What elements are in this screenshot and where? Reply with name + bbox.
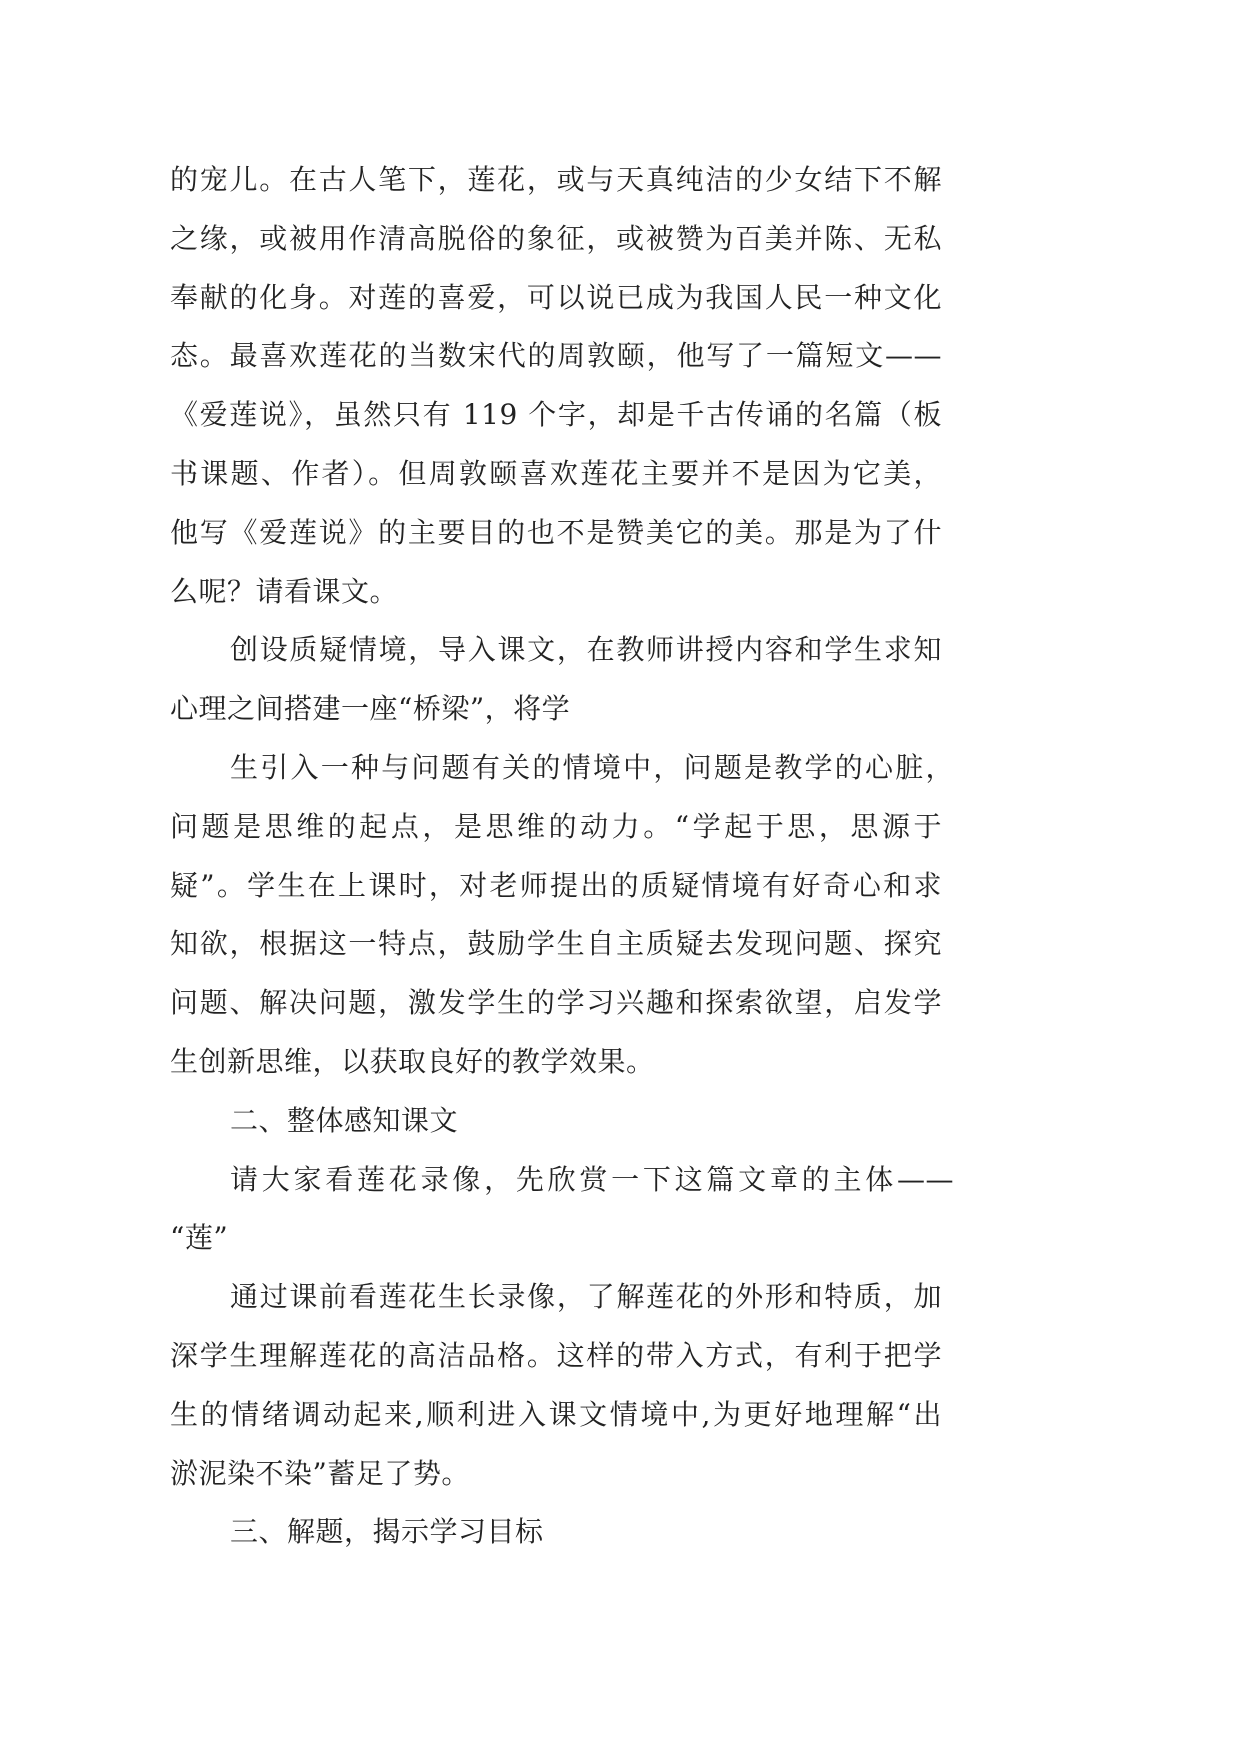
text-line: 之缘，或被用作清高脱俗的象征，或被赞为百美并陈、无私	[170, 221, 942, 255]
section-heading-learning-goals	[170, 1503, 942, 1562]
text-line: 生引入一种与问题有关的情境中，问题是教学的心脏，	[230, 750, 954, 784]
section-heading-overall-perception	[170, 1092, 942, 1151]
text-line: 深学生理解莲花的高洁品格。这样的带入方式，有利于把学	[170, 1338, 942, 1372]
text-line: 生创新思维，以获取良好的教学效果。	[170, 1044, 655, 1078]
text-line: 问题是思维的起点，是思维的动力。“学起于思，思源于	[170, 809, 942, 843]
text-line: 么呢？请看课文。	[170, 574, 399, 608]
text-line: 的宠儿。在古人笔下，莲花，或与天真纯洁的少女结下不解	[170, 163, 942, 196]
paragraph-problem-thinking	[170, 739, 954, 1092]
text-line: “莲”	[170, 1221, 229, 1255]
text-line: 他写《爱莲说》的主要目的也不是赞美它的美。那是为了什	[170, 515, 942, 549]
section-heading: 二、整体感知课文	[230, 1103, 459, 1137]
text-line: 通过课前看莲花生长录像，了解莲花的外形和特质，加	[230, 1280, 942, 1314]
text-line: 创设质疑情境，导入课文，在教师讲授内容和学生求知	[230, 633, 942, 667]
text-line: 心理之间搭建一座“桥梁”，将学	[170, 692, 571, 726]
text-line: 态。最喜欢莲花的当数宋代的周敦颐，他写了一篇短文——	[170, 339, 942, 373]
text-line: 书课题、作者）。但周敦颐喜欢莲花主要并不是因为它美，	[170, 456, 942, 490]
paragraph-watch-video	[170, 1151, 954, 1269]
document-body	[170, 151, 954, 1562]
paragraph-video-purpose	[170, 1268, 942, 1503]
text-line: 请大家看莲花录像，先欣赏一下这篇文章的主体——	[230, 1162, 954, 1196]
text-line: 知欲，根据这一特点，鼓励学生自主质疑去发现问题、探究	[170, 927, 942, 961]
text-line: 《爱莲说》，虽然只有 119 个字，却是千古传诵的名篇（板	[170, 398, 942, 432]
paragraph-lotus-intro	[170, 151, 942, 621]
text-line: 问题、解决问题，激发学生的学习兴趣和探索欲望，启发学	[170, 986, 942, 1020]
paragraph-questioning-scenario	[170, 621, 942, 739]
text-line: 生的情绪调动起来,顺利进入课文情境中,为更好地理解“出	[170, 1397, 942, 1431]
text-line: 淤泥染不染”蓄足了势。	[170, 1456, 470, 1490]
text-line: 疑”。学生在上课时，对老师提出的质疑情境有好奇心和求	[170, 868, 942, 902]
text-line: 奉献的化身。对莲的喜爱，可以说已成为我国人民一种文化	[170, 280, 942, 314]
section-heading: 三、解题，揭示学习目标	[230, 1515, 544, 1549]
